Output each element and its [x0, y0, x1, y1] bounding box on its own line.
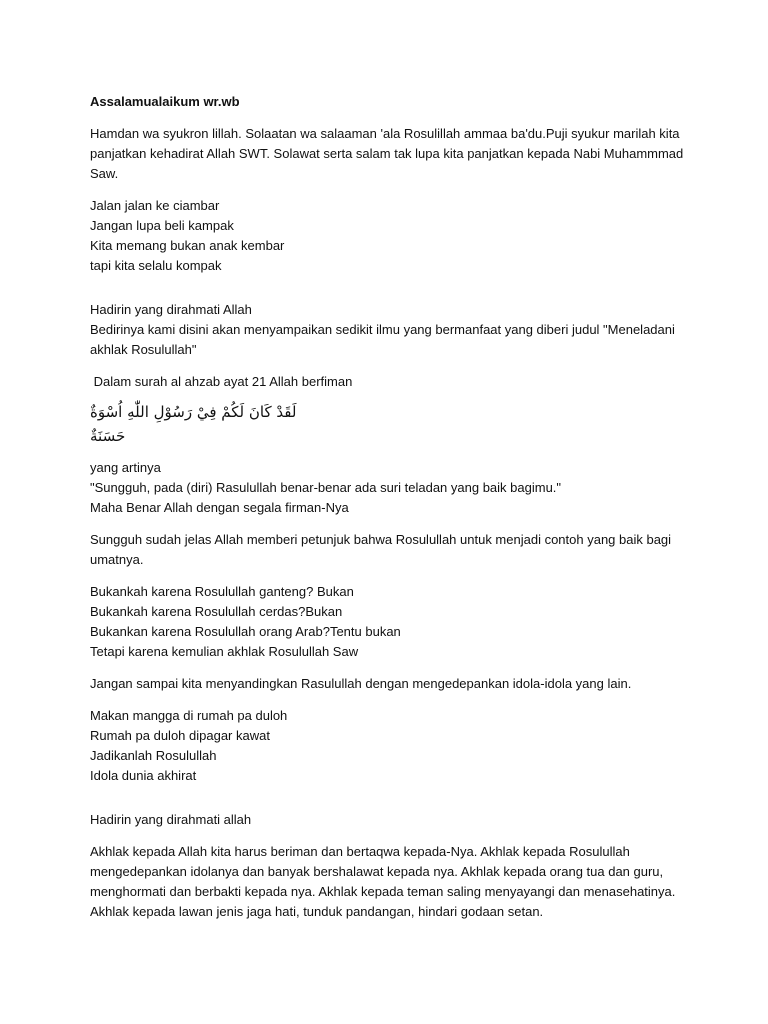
pantun-2 [90, 706, 690, 786]
pantun-line: Jalan jalan ke ciambar [90, 198, 220, 213]
intro-line: akhlak Rosulullah" [90, 342, 197, 357]
translation-line: "Sungguh, pada (diri) Rasulullah benar-benar ada suri teladan yang baik bagimu." [90, 480, 562, 495]
opening-paragraph [90, 124, 690, 184]
questions-paragraph [90, 582, 690, 662]
blank-line [90, 288, 690, 300]
question-line: Bukankah karena Rosulullah ganteng? Bukan [90, 584, 354, 599]
pantun-1 [90, 196, 690, 276]
closing-line: menghormati dan berbakti kepada nya. Akhlak kepada teman saling menyayangi dan menasehatinya. [90, 884, 676, 899]
arabic-verse-block [90, 400, 300, 448]
pantun-line: Idola dunia akhirat [90, 768, 197, 783]
document-body [90, 92, 690, 934]
pantun-line: Kita memang bukan anak kembar [90, 238, 285, 253]
closing-line: Akhlak kepada Allah kita harus beriman dan bertaqwa kepada-Nya. Akhlak kepada Rosulullah [90, 844, 630, 859]
intro-line: Bedirinya kami disini akan menyampaikan sedikit ilmu yang bermanfaat yang diberi judul "Meneladani [90, 322, 675, 337]
greeting-text: Assalamualaikum wr.wb [90, 94, 240, 109]
question-line: Bukankah karena Rosulullah cerdas?Bukan [90, 604, 343, 619]
greeting [90, 92, 690, 112]
pantun-line: Jangan lupa beli kampak [90, 218, 234, 233]
address-2-paragraph [90, 810, 690, 830]
question-line: Tetapi karena kemulian akhlak Rosulullah Saw [90, 644, 359, 659]
example-line: Sungguh sudah jelas Allah memberi petunjuk bahwa Rosulullah untuk menjadi contoh yang baik bagi [90, 532, 672, 547]
arabic-verse: لَقَدْ كَانَ لَكُمْ فِيْ رَسُوْلِ اللّٰهِ اُسْوَةٌ حَسَنَةٌ [90, 403, 297, 445]
example-line: umatnya. [90, 552, 144, 567]
translation-line: Maha Benar Allah dengan segala firman-Nya [90, 500, 349, 515]
pantun-line: Rumah pa duloh dipagar kawat [90, 728, 270, 743]
warning-line: Jangan sampai kita menyandingkan Rasulullah dengan mengedepankan idola-idola yang lain. [90, 676, 632, 691]
closing-line: Akhlak kepada lawan jenis jaga hati, tunduk pandangan, hindari godaan setan. [90, 904, 544, 919]
blank-line [90, 798, 690, 810]
intro-paragraph [90, 300, 690, 360]
pantun-line: Jadikanlah Rosulullah [90, 748, 217, 763]
closing-paragraph [90, 842, 690, 922]
translation-line: yang artinya [90, 460, 161, 475]
example-paragraph [90, 530, 690, 570]
question-line: Bukankan karena Rosulullah orang Arab?Tentu bukan [90, 624, 401, 639]
closing-line: mengedepankan idolanya dan banyak bershalawat kepada nya. Akhlak kepada orang tua dan guru, [90, 864, 664, 879]
surah-intro [90, 372, 690, 392]
pantun-line: tapi kita selalu kompak [90, 258, 222, 273]
pantun-line: Makan mangga di rumah pa duloh [90, 708, 288, 723]
translation-paragraph [90, 458, 690, 518]
opening-line: Saw. [90, 166, 119, 181]
address-line: Hadirin yang dirahmati allah [90, 812, 252, 827]
opening-line: panjatkan kehadirat Allah SWT. Solawat serta salam tak lupa kita panjatkan kepada Nabi Muhammmad [90, 146, 684, 161]
opening-line: Hamdan wa syukron lillah. Solaatan wa salaaman 'ala Rosulillah ammaa ba'du.Puji syukur marilah kita [90, 126, 680, 141]
address-line: Hadirin yang dirahmati Allah [90, 302, 252, 317]
warning-paragraph [90, 674, 690, 694]
surah-intro-text: Dalam surah al ahzab ayat 21 Allah berfiman [90, 374, 353, 389]
